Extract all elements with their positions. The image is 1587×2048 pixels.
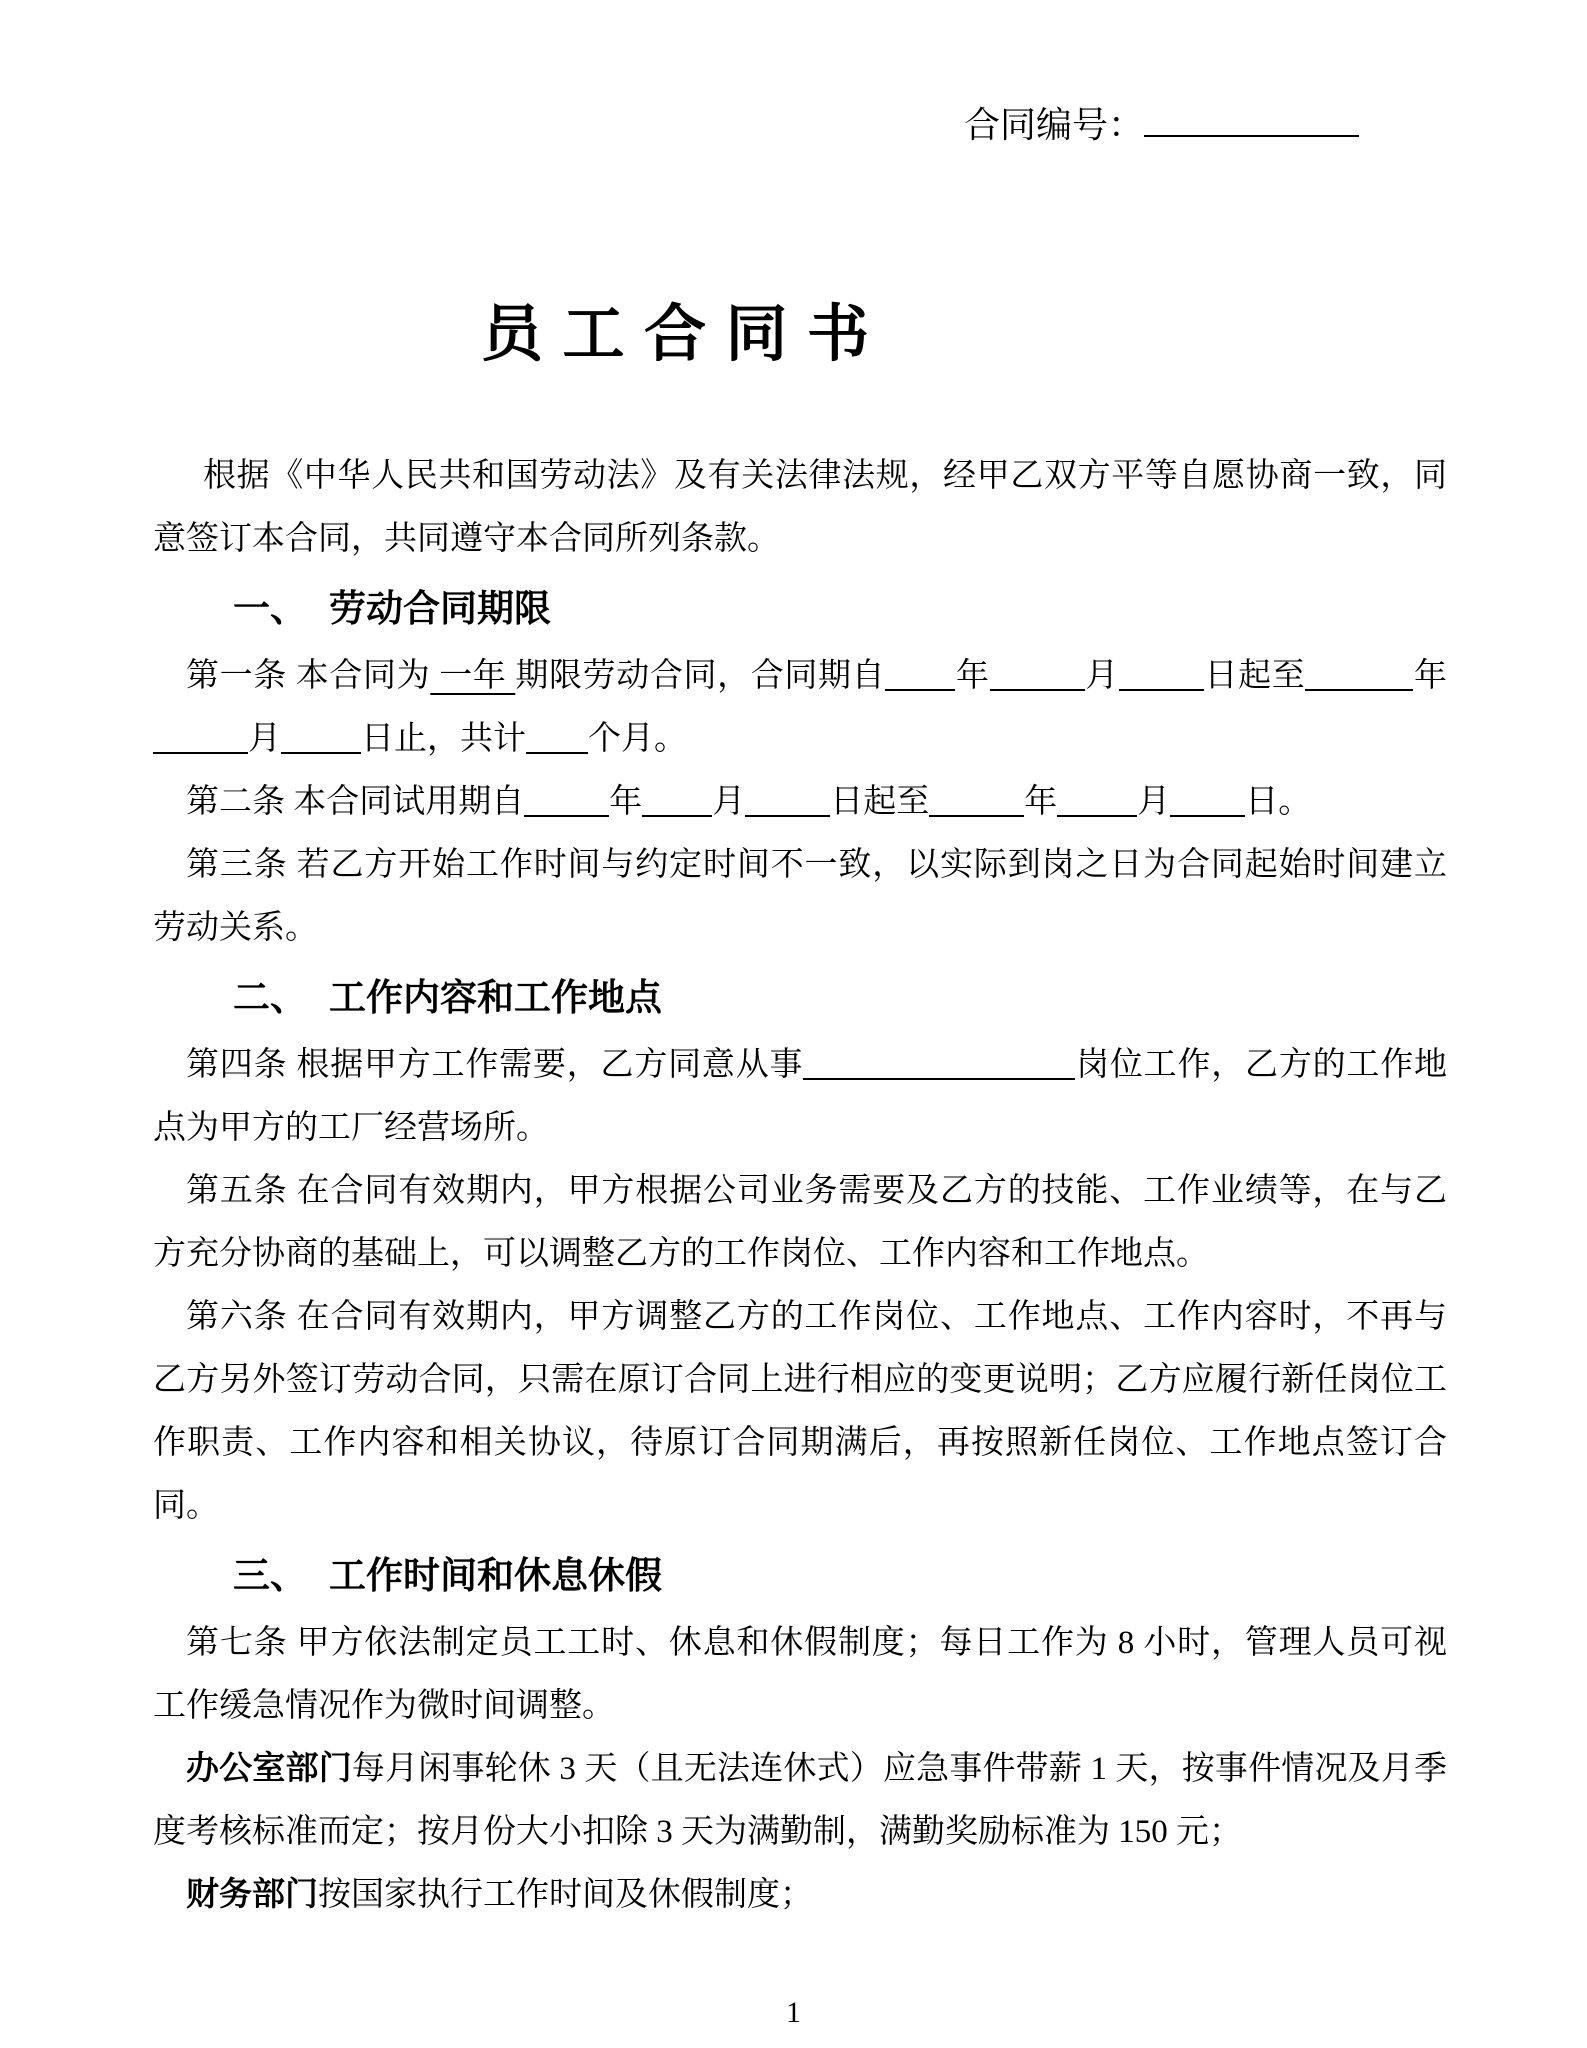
blank-field[interactable] [929, 784, 1024, 817]
text-run: 第三条 若乙方开始工作时间与约定时间不一致，以实际到岗之日为合同起始时间建立劳动关系。 [153, 847, 1447, 946]
bold-lead-in: 办公室部门 [186, 1751, 352, 1787]
text-run: 日起至 [1203, 658, 1306, 694]
text-run: 年 [1413, 658, 1448, 694]
text-run: 第四条 根据甲方工作需要，乙方同意从事 [186, 1047, 804, 1083]
clause-paragraph [153, 1286, 1447, 1538]
intro-paragraph [153, 445, 1447, 571]
text-run: 第一条 本合同为 [186, 658, 431, 694]
blank-field[interactable] [524, 784, 609, 817]
text-run: 第二条 本合同试用期自 [186, 784, 525, 820]
section-title: 工作内容和工作地点 [329, 978, 662, 1019]
text-run: 日。 [1245, 784, 1312, 820]
clause-paragraph [153, 834, 1447, 960]
blank-field[interactable] [990, 658, 1085, 691]
text-run: 第七条 甲方依法制定员工工时、休息和休假制度；每日工作为 8 小时，管理人员可视工作缓急情况作为微时间调整。 [153, 1625, 1447, 1724]
contract-number-blank[interactable] [1144, 101, 1359, 137]
blank-field[interactable] [885, 658, 955, 691]
section-number: 二、 [233, 978, 307, 1019]
text-run: 月 [712, 784, 746, 820]
text-run: 第六条 在合同有效期内，甲方调整乙方的工作岗位、工作地点、工作内容时，不再与乙方另外签订劳动合同，只需在原订合同上进行相应的变更说明；乙方应履行新任岗位工作职责、工作内容和相关协议，待原订合同期满后，再按照新任岗位、工作地点签订合同。 [153, 1299, 1447, 1524]
bold-lead-in: 财务部门 [186, 1877, 318, 1913]
text-run: 按国家执行工作时间及休假制度； [318, 1877, 813, 1913]
blank-field[interactable] [1170, 784, 1245, 817]
clause-paragraph [153, 771, 1447, 834]
blank-field[interactable] [526, 721, 588, 754]
blank-field[interactable] [1057, 784, 1137, 817]
section-heading [233, 974, 1447, 1024]
blank-field[interactable] [153, 721, 248, 754]
text-run: 月 [248, 721, 281, 757]
clause-paragraph [153, 1864, 1447, 1927]
blank-field[interactable] [803, 1047, 1075, 1080]
underlined-value: 一年 [430, 658, 516, 694]
text-run: 日止，共计 [361, 721, 526, 757]
text-run: 月 [1137, 784, 1171, 820]
section-number: 三、 [233, 1556, 307, 1597]
text-run: 月 [1084, 658, 1119, 694]
section-heading [233, 1552, 1447, 1602]
blank-field[interactable] [281, 721, 361, 754]
text-run: 根据《中华人民共和国劳动法》及有关法律法规，经甲乙双方平等自愿协商一致，同意签订本合同，共同遵守本合同所列条款。 [153, 458, 1447, 557]
text-run: 期限劳动合同，合同期自 [515, 658, 886, 694]
blank-field[interactable] [642, 784, 712, 817]
text-run: 年 [1024, 784, 1058, 820]
page-number: 1 [786, 1996, 801, 2029]
text-run: 年 [955, 658, 990, 694]
clause-paragraph [153, 1160, 1447, 1286]
text-run: 第五条 在合同有效期内，甲方根据公司业务需要及乙方的技能、工作业绩等，在与乙方充分协商的基础上，可以调整乙方的工作岗位、工作内容和工作地点。 [153, 1173, 1447, 1272]
document-body [153, 445, 1447, 1927]
clause-paragraph [153, 1738, 1447, 1864]
section-title: 劳动合同期限 [329, 589, 551, 630]
text-run: 每月闲事轮休 3 天（且无法连休式）应急事件带薪 1 天，按事件情况及月季度考核标准而定；按月份大小扣除 3 天为满勤制，满勤奖励标准为 150 元； [153, 1751, 1448, 1850]
text-run: 个月。 [588, 721, 687, 757]
contract-number-line [153, 100, 1359, 150]
clause-paragraph [153, 1034, 1447, 1160]
section-heading [233, 585, 1447, 635]
blank-field[interactable] [745, 784, 830, 817]
blank-field[interactable] [1305, 658, 1413, 691]
section-title: 工作时间和休息休假 [329, 1556, 662, 1597]
document-title: 员 工 合 同 书 [481, 301, 872, 369]
text-run: 日起至 [830, 784, 930, 820]
blank-field[interactable] [1119, 658, 1204, 691]
text-run: 年 [609, 784, 643, 820]
text-run: 岗位工作，乙方的工作地点为甲方的工厂经营场所。 [153, 1047, 1448, 1146]
contract-number-label: 合同编号： [963, 105, 1144, 145]
clause-paragraph [153, 1612, 1447, 1738]
clause-paragraph [153, 645, 1447, 771]
section-number: 一、 [233, 589, 307, 630]
